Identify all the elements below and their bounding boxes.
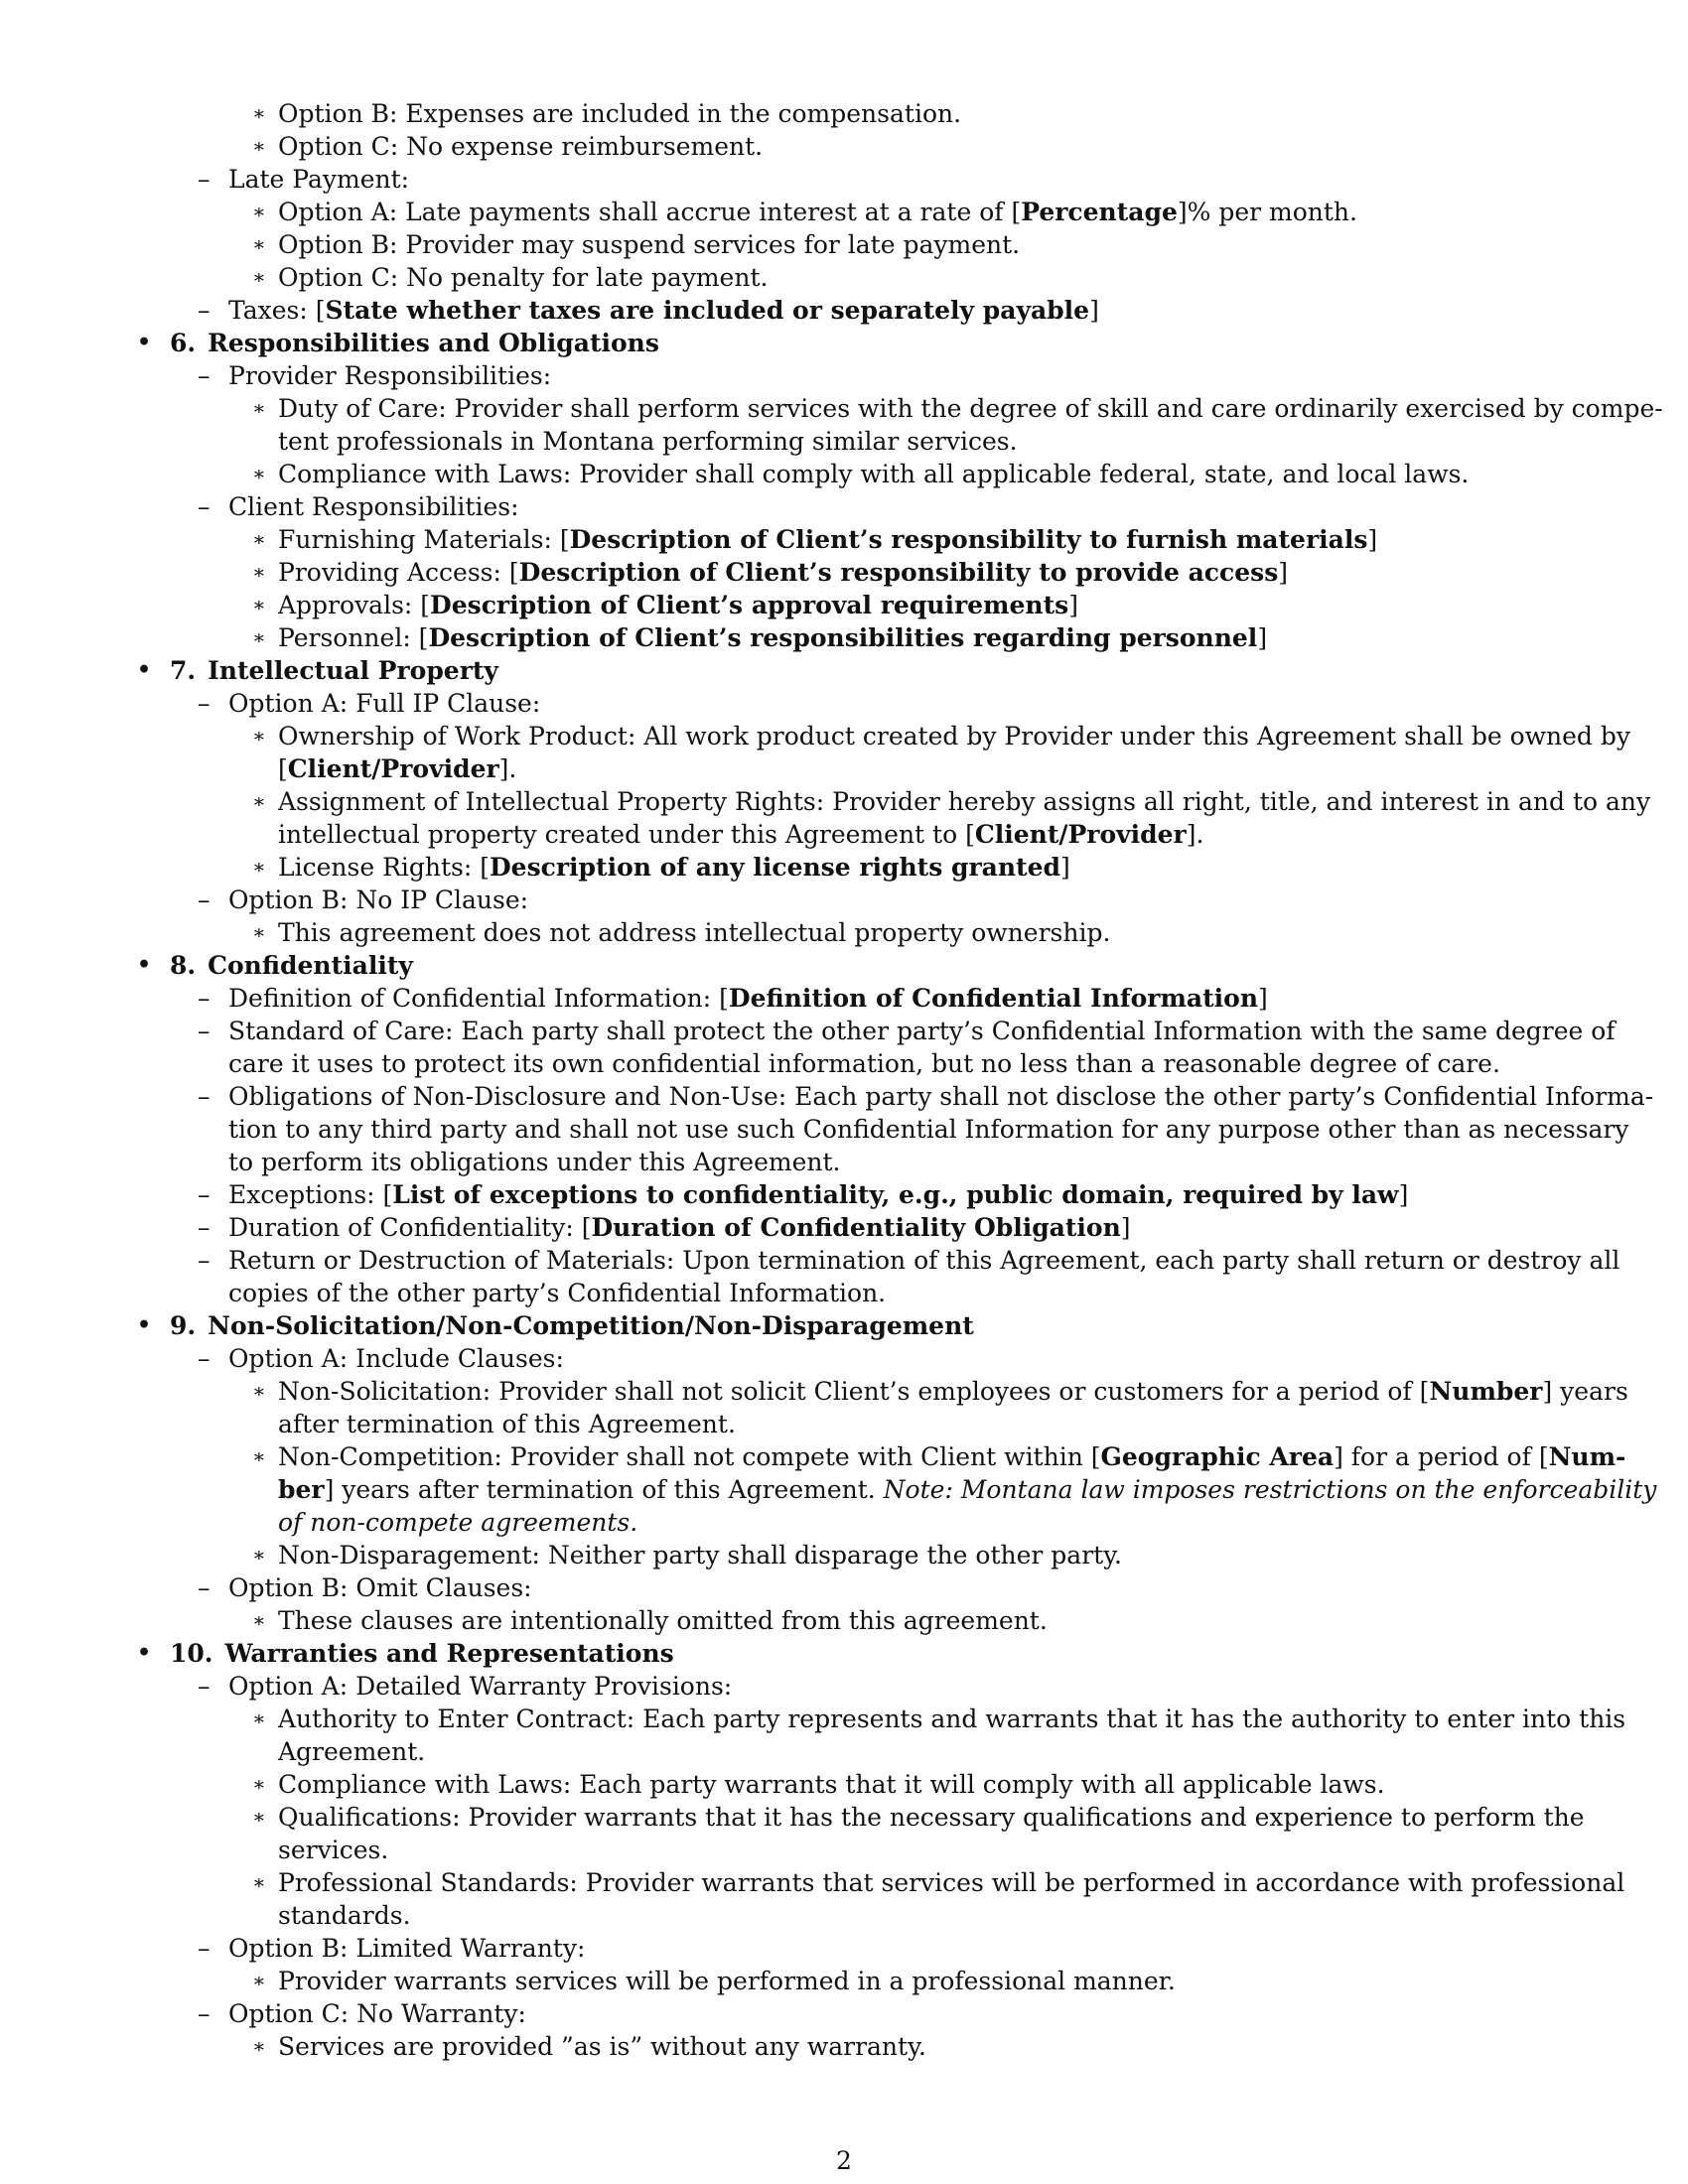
text-run: Professional Standards: Provider warrants that services will be performed in accordance with professional	[278, 1868, 1625, 1897]
text-run: ] years after termination of this Agreement.	[324, 1475, 884, 1504]
list-item-level3	[137, 1965, 1587, 1997]
list-item-level3	[137, 1801, 1587, 1834]
list-item-level2	[137, 359, 1587, 392]
document-body	[137, 97, 1663, 2063]
list-item-level3	[137, 1768, 1587, 1801]
list-item-level3	[137, 556, 1587, 589]
bullet-marker: –	[198, 984, 211, 1013]
text-run: Compliance with Laws: Each party warrants that it will comply with all applicable laws.	[278, 1770, 1385, 1799]
list-item-continuation	[137, 1899, 1587, 1932]
list-item-level3	[137, 1703, 1626, 1735]
list-item-level2	[137, 687, 1587, 720]
text-run: Qualifications: Provider warrants that it has the necessary qualifications and experience to perform the	[278, 1803, 1585, 1832]
list-item-continuation	[137, 1408, 1587, 1440]
bullet-marker: –	[198, 1082, 211, 1111]
list-item-continuation	[137, 425, 1587, 458]
bullet-marker: –	[198, 296, 211, 325]
list-item-continuation	[137, 752, 1587, 785]
text-run: copies of the other party’s Confidential Information.	[228, 1279, 887, 1307]
bullet-marker: –	[198, 886, 211, 914]
text-run: ]	[1068, 591, 1078, 619]
list-item-continuation	[137, 1834, 1587, 1866]
text-run: to perform its obligations under this Agreement.	[228, 1148, 841, 1176]
list-item-level3	[137, 2030, 1587, 2063]
placeholder-text: Non-Solicitation/Non-Competition/Non-Disparagement	[208, 1311, 974, 1340]
list-item-level3	[137, 1604, 1587, 1637]
list-item-level3	[137, 851, 1587, 884]
text-run: ]	[1059, 853, 1070, 882]
list-item-continuation	[137, 1113, 1629, 1146]
placeholder-text: Intellectual Property	[208, 656, 498, 685]
bullet-marker: ∗	[252, 855, 266, 879]
text-run: License Rights: [	[278, 853, 490, 882]
bullet-marker: ∗	[252, 625, 266, 649]
text-run: Approvals: [	[278, 591, 431, 619]
text-run: Furnishing Materials: [	[278, 525, 570, 554]
bullet-marker: ∗	[252, 1608, 266, 1632]
text-run: Compliance with Laws: Provider shall comply with all applicable federal, state, and local laws.	[278, 460, 1470, 488]
bullet-marker: ∗	[252, 1805, 266, 1829]
text-run: ]	[1367, 525, 1378, 554]
list-item-level2	[137, 884, 1587, 916]
placeholder-text: Confidentiality	[208, 951, 413, 980]
bullet-marker: –	[198, 1573, 211, 1602]
bullet-marker: ∗	[252, 1706, 266, 1730]
placeholder-text: Number	[1429, 1377, 1543, 1406]
bullet-marker: ∗	[252, 1379, 266, 1403]
list-item-level3	[137, 261, 1587, 294]
text-run: [	[278, 754, 288, 783]
text-run: This agreement does not address intellectual property ownership.	[278, 918, 1111, 947]
text-run: Exceptions: [	[228, 1180, 393, 1209]
placeholder-text: Client/Provider	[974, 820, 1187, 849]
text-run: Option B: Limited Warranty:	[228, 1934, 586, 1963]
text-run: Option B: Omit Clauses:	[228, 1573, 532, 1602]
text-run: Option C: No expense reimbursement.	[278, 132, 764, 161]
text-run: Provider Responsibilities:	[228, 361, 552, 390]
text-run: Services are provided ”as is” without any warranty.	[278, 2032, 926, 2061]
bullet-marker: ∗	[252, 2034, 266, 2058]
section-number: 7.	[170, 656, 197, 685]
placeholder-text: List of exceptions to confidentiality, e.g., public domain, required by law	[392, 1180, 1399, 1209]
bullet-marker: –	[198, 1344, 211, 1373]
list-item-level2	[137, 1244, 1620, 1277]
list-item-level3	[137, 228, 1587, 261]
text-run: ]% per month.	[1177, 198, 1357, 226]
section-number: 10.	[170, 1639, 213, 1668]
placeholder-text: Warranties and Representations	[224, 1639, 674, 1668]
list-item-level2	[137, 163, 1587, 196]
text-run: [	[1011, 198, 1022, 226]
text-run: Option A: Full IP Clause:	[228, 689, 541, 718]
placeholder-text: Duration of Confidentiality Obligation	[591, 1213, 1121, 1242]
bullet-marker: ∗	[252, 789, 266, 813]
bullet-marker: ∗	[252, 724, 266, 748]
placeholder-text: State whether taxes are included or separately payable	[325, 296, 1090, 325]
bullet-marker: ∗	[252, 462, 266, 485]
bullet-marker: •	[137, 1312, 152, 1338]
bullet-marker: ∗	[252, 527, 266, 551]
list-item-level3	[137, 458, 1587, 490]
note-text: Note: Montana law imposes restrictions on the enforceability	[883, 1475, 1657, 1504]
text-run: These clauses are intentionally omitted from this agreement.	[278, 1606, 1048, 1635]
text-run: Obligations of Non-Disclosure and Non-Use: Each party shall not disclose the other party’s Confidential Informa-	[228, 1082, 1654, 1111]
text-run: Non-Disparagement: Neither party shall disparage the other party.	[278, 1541, 1122, 1570]
text-run: Personnel: [	[278, 623, 429, 652]
list-item-continuation	[137, 1047, 1587, 1080]
placeholder-text: Description of Client’s responsibility to provide access	[518, 558, 1279, 587]
text-run: care it uses to protect its own confidential information, but no less than a reasonable degree of care.	[228, 1049, 1500, 1078]
placeholder-text: Responsibilities and Obligations	[208, 329, 659, 357]
text-run: tent professionals in Montana performing similar services.	[278, 427, 1018, 456]
text-run: Standard of Care: Each party shall protect the other party’s Confidential Information with the same degree of	[228, 1017, 1616, 1045]
bullet-marker: –	[198, 689, 211, 718]
text-run: Provider warrants services will be performed in a professional manner.	[278, 1967, 1176, 1995]
text-run: Ownership of Work Product: All work product created by Provider under this Agreement shall be owned by	[278, 722, 1631, 751]
text-run: ]	[1257, 623, 1268, 652]
placeholder-text: Num-	[1548, 1442, 1626, 1471]
bullet-marker: ∗	[252, 1543, 266, 1567]
bullet-marker: •	[137, 657, 152, 683]
text-run: Option A: Detailed Warranty Provisions:	[228, 1672, 733, 1701]
bullet-marker: •	[137, 952, 152, 978]
list-item-level3	[137, 97, 1587, 130]
list-item-level3	[137, 916, 1587, 949]
bullet-marker: •	[137, 330, 152, 355]
bullet-marker: –	[198, 1213, 211, 1242]
placeholder-text: Description of any license rights granted	[490, 853, 1060, 882]
placeholder-text: ber	[278, 1475, 325, 1504]
list-item-level3	[137, 720, 1631, 752]
list-item-level3	[137, 1866, 1625, 1899]
list-item-level3	[137, 1375, 1628, 1408]
bullet-marker: ∗	[252, 232, 266, 256]
bullet-marker: ∗	[252, 134, 266, 158]
list-item-continuation	[137, 1506, 1587, 1539]
text-run: ].	[1186, 820, 1204, 849]
list-item-level2	[137, 1342, 1587, 1375]
list-item-continuation	[137, 1146, 1587, 1178]
list-item-level3	[137, 589, 1587, 621]
bullet-marker: –	[198, 1934, 211, 1963]
bullet-marker: ∗	[252, 1969, 266, 1992]
list-item-level3	[137, 130, 1587, 163]
list-item-continuation	[137, 1277, 1587, 1309]
text-run: Non-Competition: Provider shall not compete with Client within [	[278, 1442, 1101, 1471]
text-run: Definition of Confidential Information: [	[228, 984, 729, 1013]
list-item-level2	[137, 1932, 1587, 1965]
text-run: services.	[278, 1836, 389, 1864]
bullet-marker: –	[198, 1672, 211, 1701]
list-item-level3	[137, 785, 1651, 818]
text-run: Option A: Include Clauses:	[228, 1344, 564, 1373]
bullet-marker: –	[198, 1246, 211, 1275]
text-run: Option B: No IP Clause:	[228, 886, 529, 914]
list-item-level2	[137, 490, 1587, 523]
text-run: intellectual property created under this Agreement to [	[278, 820, 975, 849]
text-run: ]	[1278, 558, 1289, 587]
text-run: Authority to Enter Contract: Each party represents and warrants that it has the authority to enter into this	[278, 1705, 1626, 1733]
bullet-marker: ∗	[252, 101, 266, 125]
note-text: of non-compete agreements.	[278, 1508, 638, 1537]
list-item-level3	[137, 196, 1587, 228]
text-run: Assignment of Intellectual Property Rights: Provider hereby assigns all right, title, and interest in and to any	[278, 787, 1651, 816]
list-item-level3	[137, 392, 1663, 425]
placeholder-text: Description of Client’s responsibilities regarding personnel	[428, 623, 1258, 652]
section-heading	[137, 1637, 1587, 1670]
text-run: ]	[1089, 296, 1099, 325]
bullet-marker: •	[137, 1640, 152, 1666]
text-run: Duration of Confidentiality: [	[228, 1213, 592, 1242]
text-run: Taxes: [	[228, 296, 326, 325]
text-run: Return or Destruction of Materials: Upon termination of this Agreement, each party shall return or destroy all	[228, 1246, 1620, 1275]
text-run: after termination of this Agreement.	[278, 1410, 736, 1438]
list-item-continuation	[137, 1735, 1587, 1768]
placeholder-text: Percentage	[1021, 198, 1178, 226]
list-item-level3	[137, 523, 1587, 556]
list-item-level2	[137, 1997, 1587, 2030]
section-heading	[137, 1309, 1587, 1342]
bullet-marker: –	[198, 361, 211, 390]
placeholder-text: Definition of Confidential Information	[728, 984, 1259, 1013]
placeholder-text: Geographic Area	[1100, 1442, 1335, 1471]
placeholder-text: Client/Provider	[287, 754, 499, 783]
text-run: ]	[1398, 1180, 1409, 1209]
section-number: 9.	[170, 1311, 197, 1340]
list-item-continuation	[137, 818, 1587, 851]
text-run: Providing Access: [	[278, 558, 519, 587]
bullet-marker: ∗	[252, 593, 266, 616]
list-item-level2	[137, 1670, 1587, 1703]
list-item-level3	[137, 1539, 1587, 1571]
list-item-level2	[137, 1080, 1654, 1113]
bullet-marker: ∗	[252, 1772, 266, 1796]
bullet-marker: –	[198, 165, 211, 194]
text-run: Client Responsibilities:	[228, 492, 519, 521]
text-run: Option A: Late payments shall accrue interest at a rate of	[278, 198, 1012, 226]
text-run: Late Payment:	[228, 165, 410, 194]
bullet-marker: ∗	[252, 560, 266, 584]
text-run: Option B: Provider may suspend services for late payment.	[278, 230, 1021, 259]
bullet-marker: –	[198, 1017, 211, 1045]
text-run: ] years	[1542, 1377, 1628, 1406]
text-run: Option B: Expenses are included in the compensation.	[278, 99, 962, 128]
text-run: Option C: No penalty for late payment.	[278, 263, 769, 292]
text-run: tion to any third party and shall not use such Confidential Information for any purpose other than as necessary	[228, 1115, 1629, 1144]
bullet-marker: ∗	[252, 265, 266, 289]
text-run: ] for a period of [	[1334, 1442, 1549, 1471]
bullet-marker: ∗	[252, 920, 266, 944]
section-heading	[137, 327, 1587, 359]
page-number: 2	[836, 2146, 852, 2175]
text-run: Agreement.	[278, 1737, 426, 1766]
text-run: ].	[498, 754, 517, 783]
section-heading	[137, 654, 1587, 687]
bullet-marker: ∗	[252, 1444, 266, 1468]
text-run: standards.	[278, 1901, 411, 1930]
list-item-level2	[137, 1571, 1587, 1604]
list-item-level2	[137, 1178, 1587, 1211]
bullet-marker: ∗	[252, 200, 266, 223]
placeholder-text: Description of Client’s responsibility to furnish materials	[569, 525, 1368, 554]
list-item-continuation	[137, 1473, 1657, 1506]
bullet-marker: –	[198, 1180, 211, 1209]
list-item-level2	[137, 1015, 1616, 1047]
bullet-marker: –	[198, 492, 211, 521]
list-item-level3	[137, 621, 1587, 654]
text-run: Option C: No Warranty:	[228, 1999, 526, 2028]
bullet-marker: ∗	[252, 1870, 266, 1894]
placeholder-text: Description of Client’s approval requirements	[430, 591, 1069, 619]
text-run: Non-Solicitation: Provider shall not solicit Client’s employees or customers for a period of [	[278, 1377, 1430, 1406]
text-run: Duty of Care: Provider shall perform services with the degree of skill and care ordinarily exercised by compe-	[278, 394, 1663, 423]
bullet-marker: –	[198, 1999, 211, 2028]
list-item-level2	[137, 982, 1587, 1015]
section-number: 6.	[170, 329, 197, 357]
bullet-marker: ∗	[252, 396, 266, 420]
text-run: ]	[1120, 1213, 1131, 1242]
list-item-level3	[137, 1440, 1626, 1473]
section-number: 8.	[170, 951, 197, 980]
list-item-level2	[137, 294, 1587, 327]
text-run: ]	[1258, 984, 1268, 1013]
section-heading	[137, 949, 1587, 982]
list-item-level2	[137, 1211, 1587, 1244]
